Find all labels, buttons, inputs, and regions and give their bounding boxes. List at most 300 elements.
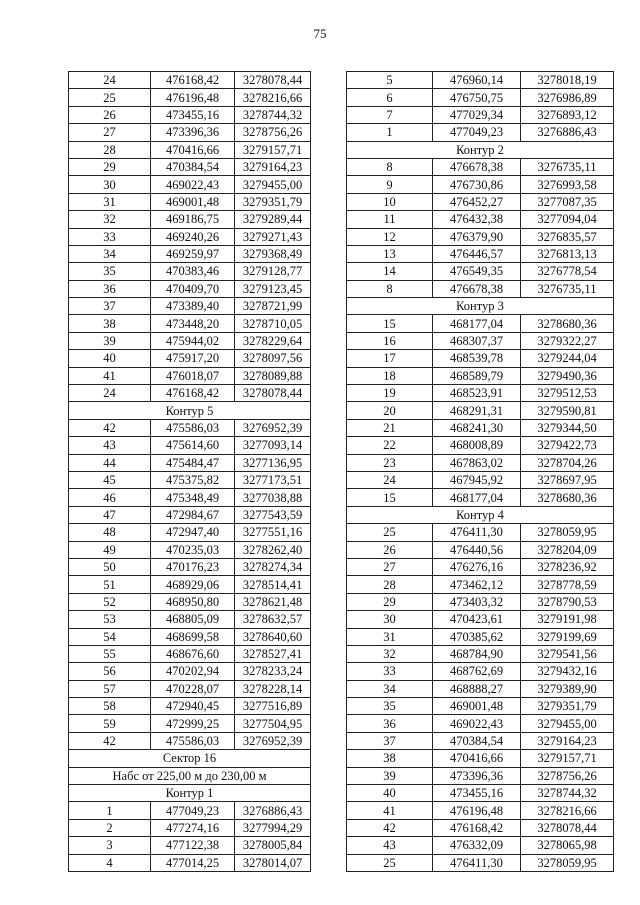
y-coordinate: 3278229,64 (235, 332, 311, 349)
y-coordinate: 3278005,84 (235, 837, 311, 854)
table-row (347, 385, 614, 402)
table-row (347, 628, 614, 645)
y-coordinate: 3277551,16 (235, 524, 311, 541)
point-number: 15 (347, 315, 433, 332)
point-number: 20 (347, 402, 433, 419)
table-row (69, 332, 311, 349)
x-coordinate: 472947,40 (151, 524, 235, 541)
point-number: 15 (347, 489, 433, 506)
y-coordinate: 3279191,98 (521, 611, 614, 628)
point-number: 40 (69, 350, 151, 367)
x-coordinate: 468805,09 (151, 611, 235, 628)
x-coordinate: 468888,27 (433, 680, 521, 697)
point-number: 3 (69, 837, 151, 854)
x-coordinate: 468291,31 (433, 402, 521, 419)
y-coordinate: 3278721,99 (235, 298, 311, 315)
y-coordinate: 3278790,53 (521, 593, 614, 610)
table-row (69, 680, 311, 697)
point-number: 46 (69, 489, 151, 506)
y-coordinate: 3278704,26 (521, 454, 614, 471)
y-coordinate: 3278274,34 (235, 558, 311, 575)
table-row (347, 541, 614, 558)
left-coordinates-table (68, 71, 311, 872)
point-number: 39 (347, 767, 433, 784)
x-coordinate: 473396,36 (151, 124, 235, 141)
x-coordinate: 476678,38 (433, 280, 521, 297)
x-coordinate: 476678,38 (433, 158, 521, 175)
point-number: 44 (69, 454, 151, 471)
table-row (69, 385, 311, 402)
y-coordinate: 3278078,44 (521, 819, 614, 836)
x-coordinate: 476168,42 (433, 819, 521, 836)
point-number: 27 (69, 124, 151, 141)
y-coordinate: 3278744,32 (521, 785, 614, 802)
point-number: 24 (347, 471, 433, 488)
point-number: 28 (69, 141, 151, 158)
table-row (347, 837, 614, 854)
point-number: 41 (347, 802, 433, 819)
y-coordinate: 3276886,43 (235, 802, 311, 819)
y-coordinate: 3276893,12 (521, 106, 614, 123)
x-coordinate: 468784,90 (433, 645, 521, 662)
x-coordinate: 476379,90 (433, 228, 521, 245)
table-row (347, 72, 614, 89)
x-coordinate: 477274,16 (151, 819, 235, 836)
section-heading-row (347, 506, 614, 523)
table-row (69, 732, 311, 749)
y-coordinate: 3278778,59 (521, 576, 614, 593)
point-number: 57 (69, 680, 151, 697)
section-heading: Контур 4 (347, 506, 614, 523)
x-coordinate: 476018,07 (151, 367, 235, 384)
table-row (347, 524, 614, 541)
x-coordinate: 476432,38 (433, 211, 521, 228)
y-coordinate: 3279271,43 (235, 228, 311, 245)
x-coordinate: 473389,40 (151, 298, 235, 315)
point-number: 33 (69, 228, 151, 245)
x-coordinate: 468589,79 (433, 367, 521, 384)
table-row (347, 819, 614, 836)
y-coordinate: 3276986,89 (521, 89, 614, 106)
table-row (347, 315, 614, 332)
y-coordinate: 3279157,71 (235, 141, 311, 158)
y-coordinate: 3276735,11 (521, 158, 614, 175)
table-row (347, 367, 614, 384)
point-number: 43 (347, 837, 433, 854)
point-number: 24 (69, 385, 151, 402)
table-row (69, 611, 311, 628)
x-coordinate: 475614,60 (151, 437, 235, 454)
x-coordinate: 473455,16 (433, 785, 521, 802)
table-row (69, 298, 311, 315)
table-row (69, 854, 311, 871)
table-row (69, 454, 311, 471)
x-coordinate: 468762,69 (433, 663, 521, 680)
y-coordinate: 3278680,36 (521, 315, 614, 332)
y-coordinate: 3277136,95 (235, 454, 311, 471)
point-number: 18 (347, 367, 433, 384)
table-row (69, 158, 311, 175)
x-coordinate: 470423,61 (433, 611, 521, 628)
y-coordinate: 3276993,58 (521, 176, 614, 193)
y-coordinate: 3279541,56 (521, 645, 614, 662)
x-coordinate: 475348,49 (151, 489, 235, 506)
point-number: 40 (347, 785, 433, 802)
y-coordinate: 3277094,04 (521, 211, 614, 228)
x-coordinate: 476452,27 (433, 193, 521, 210)
point-number: 32 (347, 645, 433, 662)
y-coordinate: 3277093,14 (235, 437, 311, 454)
table-row (69, 576, 311, 593)
x-coordinate: 468241,30 (433, 419, 521, 436)
x-coordinate: 467863,02 (433, 454, 521, 471)
x-coordinate: 470176,23 (151, 558, 235, 575)
table-row (69, 419, 311, 436)
point-number: 4 (69, 854, 151, 871)
table-row (347, 732, 614, 749)
x-coordinate: 470416,66 (433, 750, 521, 767)
point-number: 13 (347, 245, 433, 262)
x-coordinate: 470383,46 (151, 263, 235, 280)
x-coordinate: 472940,45 (151, 698, 235, 715)
x-coordinate: 472999,25 (151, 715, 235, 732)
point-number: 1 (347, 124, 433, 141)
y-coordinate: 3279157,71 (521, 750, 614, 767)
x-coordinate: 468177,04 (433, 315, 521, 332)
y-coordinate: 3278228,14 (235, 680, 311, 697)
point-number: 25 (347, 854, 433, 871)
y-coordinate: 3277994,29 (235, 819, 311, 836)
table-row (347, 663, 614, 680)
x-coordinate: 473403,32 (433, 593, 521, 610)
y-coordinate: 3276886,43 (521, 124, 614, 141)
point-number: 26 (69, 106, 151, 123)
table-row (347, 785, 614, 802)
point-number: 58 (69, 698, 151, 715)
section-heading-row (69, 767, 311, 784)
y-coordinate: 3277173,51 (235, 471, 311, 488)
section-heading-row (69, 750, 311, 767)
table-row (69, 698, 311, 715)
y-coordinate: 3279164,23 (521, 732, 614, 749)
section-heading: Набс от 225,00 м до 230,00 м (69, 767, 311, 784)
section-heading: Контур 1 (69, 785, 311, 802)
table-row (69, 663, 311, 680)
x-coordinate: 469186,75 (151, 211, 235, 228)
point-number: 31 (347, 628, 433, 645)
point-number: 14 (347, 263, 433, 280)
table-row (347, 471, 614, 488)
table-row (347, 611, 614, 628)
point-number: 32 (69, 211, 151, 228)
y-coordinate: 3279199,69 (521, 628, 614, 645)
table-row (347, 437, 614, 454)
x-coordinate: 475944,02 (151, 332, 235, 349)
x-coordinate: 477049,23 (433, 124, 521, 141)
y-coordinate: 3278204,09 (521, 541, 614, 558)
point-number: 19 (347, 385, 433, 402)
x-coordinate: 470385,62 (433, 628, 521, 645)
table-row (69, 263, 311, 280)
point-number: 54 (69, 628, 151, 645)
table-row (347, 280, 614, 297)
point-number: 12 (347, 228, 433, 245)
x-coordinate: 476960,14 (433, 72, 521, 89)
table-row (347, 245, 614, 262)
x-coordinate: 475586,03 (151, 419, 235, 436)
point-number: 41 (69, 367, 151, 384)
x-coordinate: 476332,09 (433, 837, 521, 854)
point-number: 35 (347, 698, 433, 715)
table-row (69, 193, 311, 210)
y-coordinate: 3278527,41 (235, 645, 311, 662)
x-coordinate: 473396,36 (433, 767, 521, 784)
y-coordinate: 3279455,00 (521, 715, 614, 732)
point-number: 2 (69, 819, 151, 836)
x-coordinate: 475586,03 (151, 732, 235, 749)
table-row (347, 106, 614, 123)
point-number: 34 (347, 680, 433, 697)
table-row (69, 280, 311, 297)
point-number: 29 (69, 158, 151, 175)
table-row (69, 489, 311, 506)
y-coordinate: 3278065,98 (521, 837, 614, 854)
x-coordinate: 468523,91 (433, 385, 521, 402)
point-number: 7 (347, 106, 433, 123)
point-number: 1 (69, 802, 151, 819)
y-coordinate: 3276813,13 (521, 245, 614, 262)
point-number: 30 (69, 176, 151, 193)
x-coordinate: 470416,66 (151, 141, 235, 158)
point-number: 16 (347, 332, 433, 349)
y-coordinate: 3278216,66 (521, 802, 614, 819)
table-row (69, 245, 311, 262)
x-coordinate: 470384,54 (433, 732, 521, 749)
y-coordinate: 3279344,50 (521, 419, 614, 436)
x-coordinate: 473448,20 (151, 315, 235, 332)
point-number: 53 (69, 611, 151, 628)
table-row (69, 645, 311, 662)
x-coordinate: 469259,97 (151, 245, 235, 262)
table-row (69, 315, 311, 332)
point-number: 8 (347, 158, 433, 175)
x-coordinate: 476446,57 (433, 245, 521, 262)
x-coordinate: 468699,58 (151, 628, 235, 645)
y-coordinate: 3278236,92 (521, 558, 614, 575)
y-coordinate: 3278756,26 (235, 124, 311, 141)
y-coordinate: 3276835,57 (521, 228, 614, 245)
table-row (347, 350, 614, 367)
point-number: 52 (69, 593, 151, 610)
point-number: 26 (347, 541, 433, 558)
table-row (69, 524, 311, 541)
y-coordinate: 3278216,66 (235, 89, 311, 106)
point-number: 34 (69, 245, 151, 262)
table-row (69, 837, 311, 854)
y-coordinate: 3278097,56 (235, 350, 311, 367)
y-coordinate: 3279455,00 (235, 176, 311, 193)
table-row (347, 715, 614, 732)
point-number: 28 (347, 576, 433, 593)
table-row (347, 419, 614, 436)
x-coordinate: 476411,30 (433, 524, 521, 541)
point-number: 23 (347, 454, 433, 471)
table-row (347, 854, 614, 871)
section-heading: Сектор 16 (69, 750, 311, 767)
table-row (69, 471, 311, 488)
table-row (347, 176, 614, 193)
point-number: 42 (69, 419, 151, 436)
point-number: 17 (347, 350, 433, 367)
table-row (69, 89, 311, 106)
point-number: 9 (347, 176, 433, 193)
y-coordinate: 3279389,90 (521, 680, 614, 697)
y-coordinate: 3278640,60 (235, 628, 311, 645)
y-coordinate: 3278632,57 (235, 611, 311, 628)
y-coordinate: 3279422,73 (521, 437, 614, 454)
x-coordinate: 470202,94 (151, 663, 235, 680)
y-coordinate: 3279432,16 (521, 663, 614, 680)
y-coordinate: 3278697,95 (521, 471, 614, 488)
point-number: 36 (69, 280, 151, 297)
table-row (69, 228, 311, 245)
table-row (69, 72, 311, 89)
point-number: 56 (69, 663, 151, 680)
y-coordinate: 3276778,54 (521, 263, 614, 280)
point-number: 49 (69, 541, 151, 558)
x-coordinate: 477014,25 (151, 854, 235, 871)
y-coordinate: 3277516,89 (235, 698, 311, 715)
y-coordinate: 3279351,79 (521, 698, 614, 715)
x-coordinate: 473462,12 (433, 576, 521, 593)
table-row (347, 750, 614, 767)
point-number: 29 (347, 593, 433, 610)
y-coordinate: 3278233,24 (235, 663, 311, 680)
table-row (69, 211, 311, 228)
table-row (347, 489, 614, 506)
y-coordinate: 3279590,81 (521, 402, 614, 419)
point-number: 36 (347, 715, 433, 732)
point-number: 8 (347, 280, 433, 297)
table-row (347, 645, 614, 662)
page-number: 75 (313, 26, 327, 41)
y-coordinate: 3279368,49 (235, 245, 311, 262)
point-number: 6 (347, 89, 433, 106)
point-number: 42 (347, 819, 433, 836)
right-coordinates-table (346, 71, 614, 872)
x-coordinate: 468539,78 (433, 350, 521, 367)
y-coordinate: 3277087,35 (521, 193, 614, 210)
y-coordinate: 3279351,79 (235, 193, 311, 210)
y-coordinate: 3278059,95 (521, 524, 614, 541)
x-coordinate: 477122,38 (151, 837, 235, 854)
y-coordinate: 3277038,88 (235, 489, 311, 506)
y-coordinate: 3278621,48 (235, 593, 311, 610)
y-coordinate: 3279490,36 (521, 367, 614, 384)
x-coordinate: 469022,43 (151, 176, 235, 193)
table-row (69, 367, 311, 384)
x-coordinate: 476196,48 (433, 802, 521, 819)
y-coordinate: 3278262,40 (235, 541, 311, 558)
point-number: 25 (69, 89, 151, 106)
point-number: 22 (347, 437, 433, 454)
x-coordinate: 468177,04 (433, 489, 521, 506)
x-coordinate: 476411,30 (433, 854, 521, 871)
x-coordinate: 476276,16 (433, 558, 521, 575)
point-number: 59 (69, 715, 151, 732)
y-coordinate: 3276952,39 (235, 419, 311, 436)
table-row (347, 576, 614, 593)
y-coordinate: 3278078,44 (235, 385, 311, 402)
y-coordinate: 3276735,11 (521, 280, 614, 297)
point-number: 38 (347, 750, 433, 767)
x-coordinate: 469240,26 (151, 228, 235, 245)
y-coordinate: 3278018,19 (521, 72, 614, 89)
table-row (69, 506, 311, 523)
section-heading: Контур 3 (347, 298, 614, 315)
point-number: 37 (69, 298, 151, 315)
x-coordinate: 476730,86 (433, 176, 521, 193)
x-coordinate: 476549,35 (433, 263, 521, 280)
table-row (69, 350, 311, 367)
x-coordinate: 475917,20 (151, 350, 235, 367)
y-coordinate: 3278514,41 (235, 576, 311, 593)
point-number: 35 (69, 263, 151, 280)
table-row (347, 802, 614, 819)
table-row (69, 593, 311, 610)
point-number: 24 (69, 72, 151, 89)
y-coordinate: 3277543,59 (235, 506, 311, 523)
point-number: 27 (347, 558, 433, 575)
point-number: 45 (69, 471, 151, 488)
section-heading: Контур 2 (347, 141, 614, 158)
table-row (69, 558, 311, 575)
table-row (69, 819, 311, 836)
table-row (347, 402, 614, 419)
table-row (69, 802, 311, 819)
x-coordinate: 468008,89 (433, 437, 521, 454)
point-number: 48 (69, 524, 151, 541)
x-coordinate: 477029,34 (433, 106, 521, 123)
y-coordinate: 3279322,27 (521, 332, 614, 349)
x-coordinate: 473455,16 (151, 106, 235, 123)
table-row (69, 437, 311, 454)
point-number: 43 (69, 437, 151, 454)
point-number: 51 (69, 576, 151, 593)
table-row (347, 698, 614, 715)
table-row (347, 211, 614, 228)
x-coordinate: 467945,92 (433, 471, 521, 488)
y-coordinate: 3278744,32 (235, 106, 311, 123)
table-row (69, 124, 311, 141)
table-row (69, 628, 311, 645)
table-row (347, 680, 614, 697)
x-coordinate: 472984,67 (151, 506, 235, 523)
point-number: 31 (69, 193, 151, 210)
y-coordinate: 3278756,26 (521, 767, 614, 784)
table-row (69, 176, 311, 193)
point-number: 11 (347, 211, 433, 228)
x-coordinate: 470228,07 (151, 680, 235, 697)
point-number: 37 (347, 732, 433, 749)
table-row (347, 767, 614, 784)
y-coordinate: 3279512,53 (521, 385, 614, 402)
x-coordinate: 475484,47 (151, 454, 235, 471)
point-number: 10 (347, 193, 433, 210)
table-row (69, 106, 311, 123)
x-coordinate: 476168,42 (151, 72, 235, 89)
table-row (347, 228, 614, 245)
